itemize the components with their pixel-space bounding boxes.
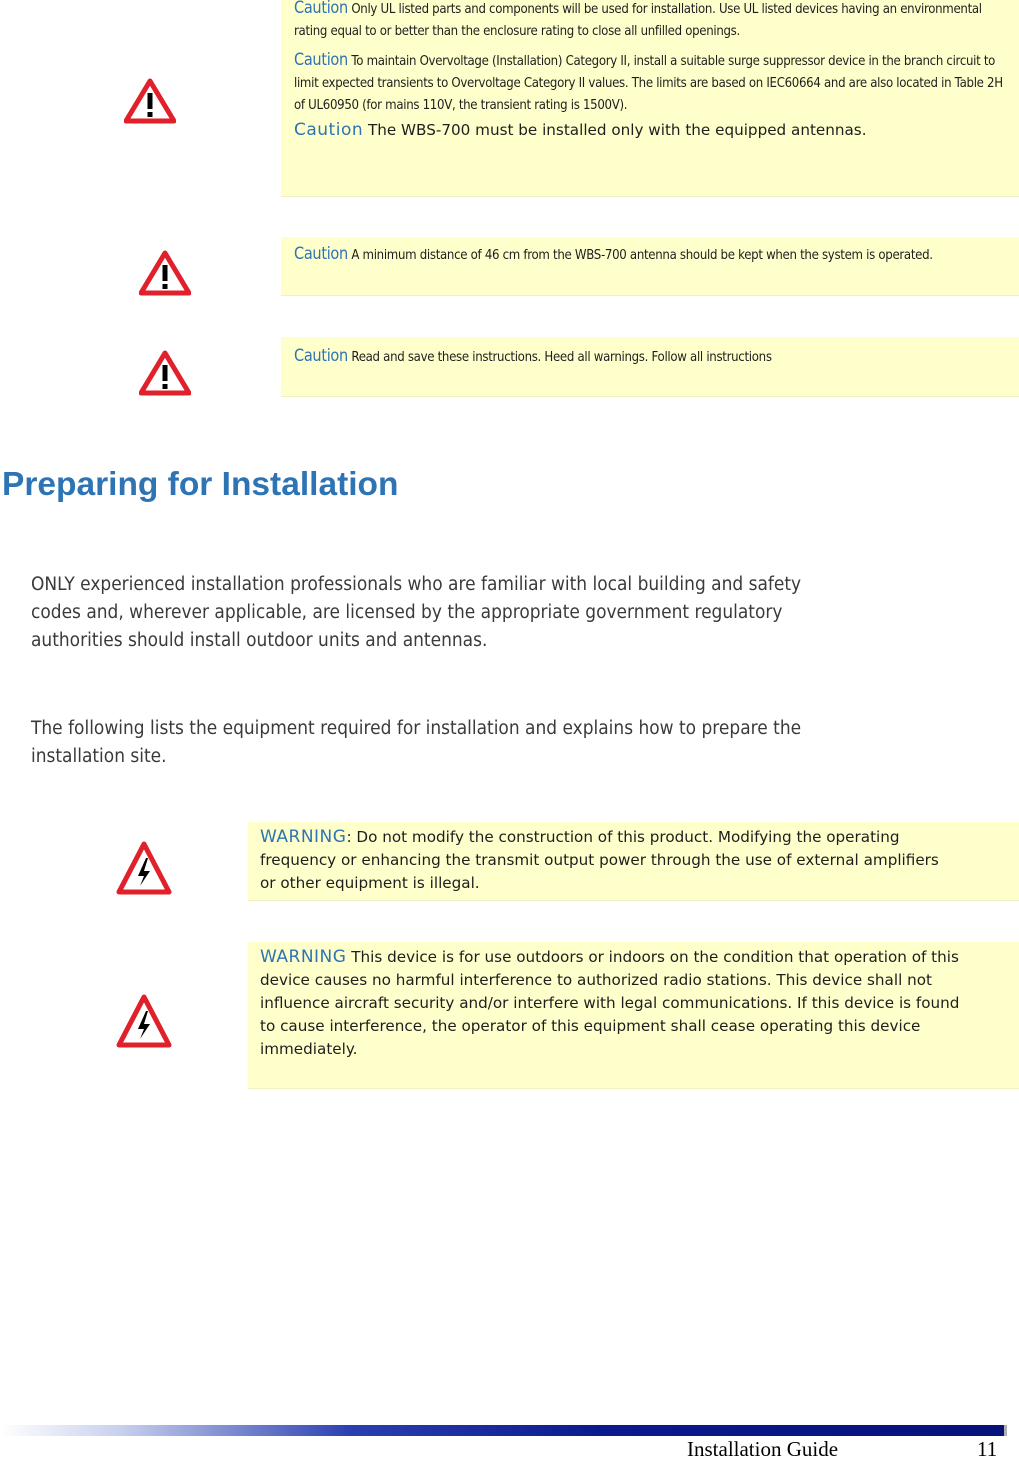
warning-label: WARNING: [260, 827, 347, 847]
warning-interference-text: [260, 946, 960, 1061]
high-voltage-warning-icon: [116, 993, 172, 1049]
caution-label: Caution: [294, 50, 348, 69]
caution-text: The WBS-700 must be installed only with the equipped antennas.: [363, 121, 867, 139]
caution-label: Caution: [294, 244, 348, 263]
high-voltage-warning-icon: [116, 840, 172, 896]
caution-text: A minimum distance of 46 cm from the WBS-700 antenna should be kept when the system is operated.: [347, 248, 933, 263]
page-number: 11: [977, 1437, 998, 1461]
caution-label: Caution: [294, 346, 348, 365]
warning-text: This device is for use outdoors or indoors on the condition that operation of this device causes no harmful interference to authorized radio stations. This device shall not influence aircraft security and/or interfere with legal communications. If this device is found to cause interference, the operator of this equipment shall cease operating this device immediately.: [260, 948, 960, 1058]
caution-triangle-icon: [139, 250, 191, 296]
paragraph-professionals: ONLY experienced installation professionals who are familiar with local building and safety codes and, wherever applicable, are licensed by the appropriate government regulatory authorities should install outdoor units and antennas.: [31, 574, 802, 651]
warning-text: : Do not modify the construction of this product. Modifying the operating frequency or enhancing the transmit output power through the use of external amplifiers or other equipment is illegal.: [260, 828, 939, 892]
caution-text: To maintain Overvoltage (Installation) Category II, install a suitable surge suppressor device in the branch circuit to limit expected transients to Overvoltage Category II values. The limits are based on IEC60664 and are also located in Table 2H of UL60950 (for mains 110V, the transient rating is 1500V).: [294, 54, 1003, 113]
caution-triangle-icon: [124, 78, 176, 124]
warning-label: WARNING: [260, 947, 347, 967]
caution-antennas: [294, 119, 1011, 142]
caution-label: Caution: [294, 120, 364, 140]
caution-label: Caution: [294, 0, 348, 17]
section-heading: Preparing for Installation: [2, 466, 399, 503]
footer-bar: [0, 1425, 1004, 1436]
caution-read-text: [294, 342, 849, 372]
paragraph-equipment: The following lists the equipment required for installation and explains how to prepare the installation site.: [31, 718, 802, 767]
caution-text: Only UL listed parts and components will be used for installation. Use UL listed devices having an environmental rating equal to or better than the enclosure rating to close all unfilled openings.: [294, 2, 982, 39]
caution-box-read: [281, 337, 1019, 397]
caution-distance-text: [294, 243, 1007, 267]
caution-overvoltage: [294, 49, 1007, 117]
footer-title: Installation Guide: [687, 1437, 839, 1461]
caution-box-distance: [281, 237, 1019, 296]
footer-bar-end: [1004, 1425, 1007, 1436]
warning-modify-text: [260, 826, 940, 895]
warning-box-modify: [248, 822, 1019, 901]
warning-box-interference: [248, 942, 1019, 1089]
caution-triangle-icon: [139, 350, 191, 396]
caution-box-installation: [281, 0, 1019, 197]
caution-ul-parts: [294, 0, 1007, 43]
caution-text: Read and save these instructions. Heed all warnings. Follow all instructions: [347, 350, 772, 365]
